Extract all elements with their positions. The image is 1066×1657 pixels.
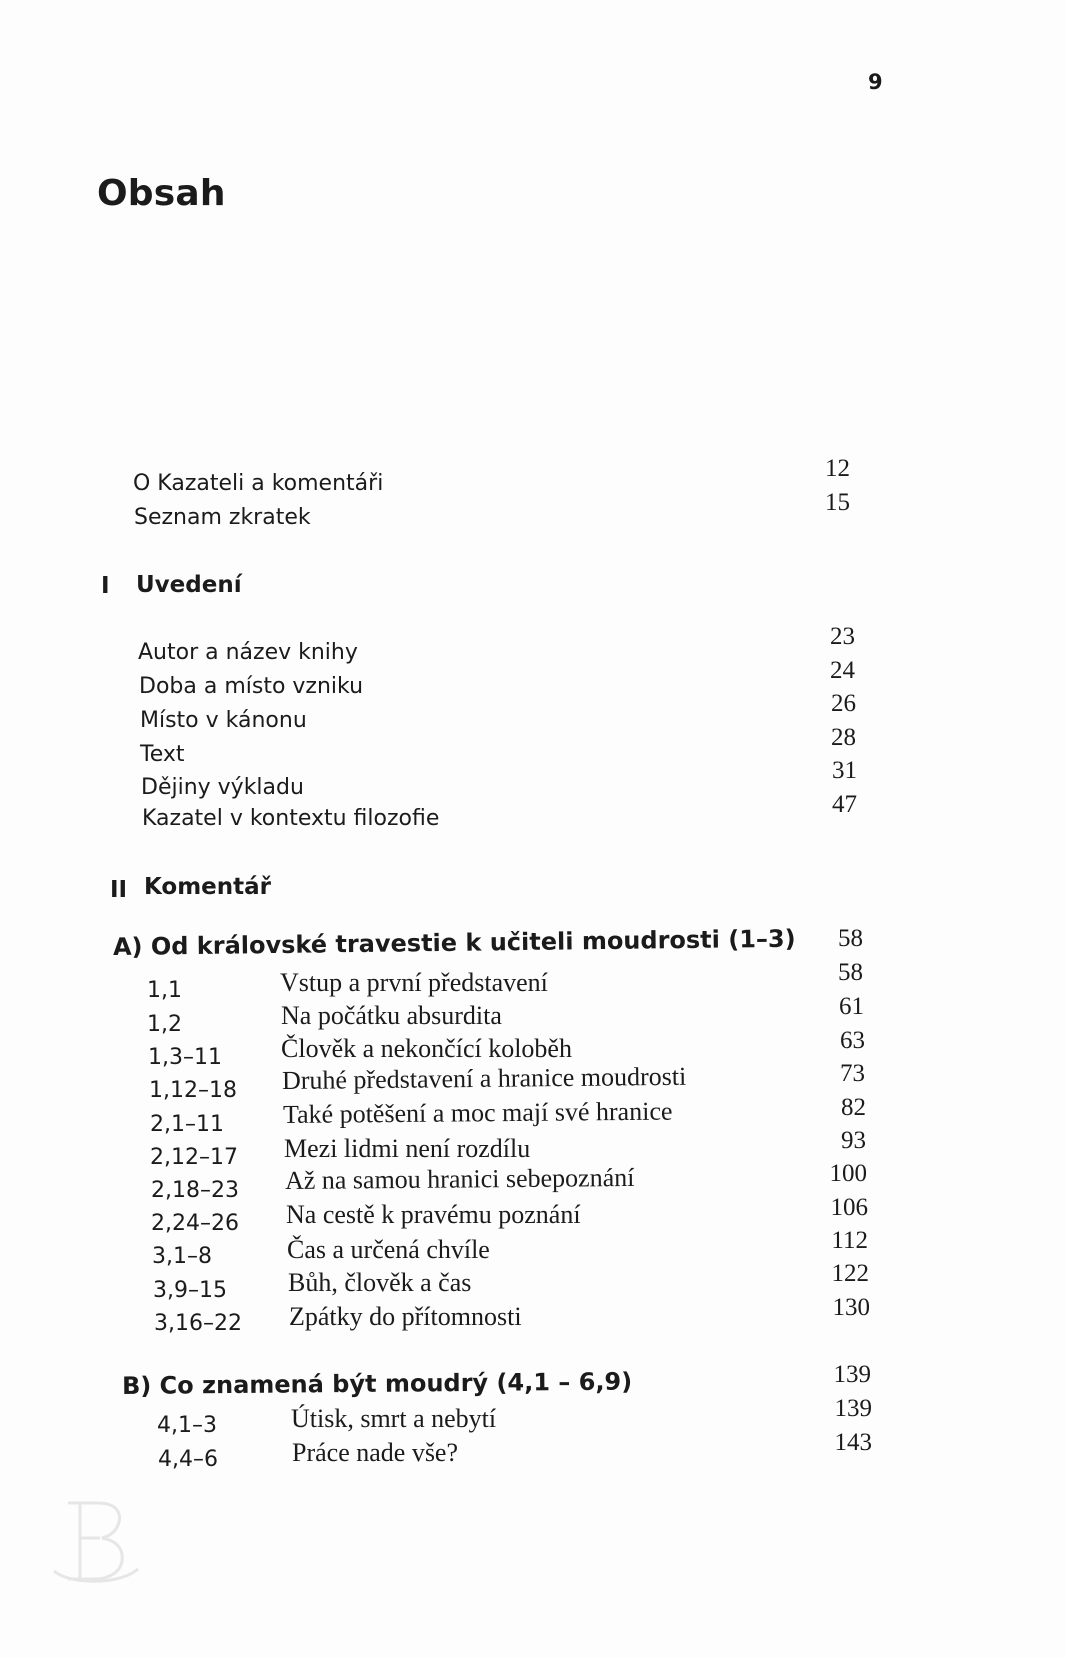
toc-page-part1-6: 47 bbox=[832, 791, 857, 818]
toc-title-b-1: Útisk, smrt a nebytí bbox=[291, 1404, 497, 1433]
part-1-title: Uvedení bbox=[136, 572, 242, 598]
toc-title-a-9: Čas a určená chvíle bbox=[287, 1235, 490, 1264]
toc-ref-b-2: 4,4–6 bbox=[158, 1447, 218, 1472]
toc-label-part1-4: Text bbox=[140, 742, 185, 767]
toc-ref-a-2: 1,2 bbox=[147, 1012, 182, 1037]
toc-page-a-4: 73 bbox=[840, 1060, 865, 1087]
page-title: Obsah bbox=[97, 173, 226, 214]
toc-title-a-8: Na cestě k pravému poznání bbox=[286, 1200, 581, 1229]
toc-page-a-8: 106 bbox=[830, 1194, 868, 1221]
section-b-page: 139 bbox=[833, 1361, 871, 1388]
section-a-title: A) Od královské travestie k učiteli moudrosti (1–3) bbox=[112, 924, 796, 961]
toc-page-part1-1: 23 bbox=[830, 623, 855, 650]
part-2-numeral: II bbox=[110, 877, 128, 903]
toc-label-part1-5: Dějiny výkladu bbox=[141, 775, 304, 800]
toc-page-a-9: 112 bbox=[831, 1227, 868, 1254]
toc-page-a-10: 122 bbox=[831, 1260, 869, 1287]
toc-ref-a-6: 2,12–17 bbox=[150, 1145, 238, 1170]
toc-page-a-7: 100 bbox=[829, 1160, 867, 1187]
toc-page-part1-2: 24 bbox=[830, 657, 855, 684]
toc-title-a-6: Mezi lidmi není rozdílu bbox=[284, 1134, 531, 1163]
toc-page-a-1: 58 bbox=[838, 959, 863, 986]
section-a-page: 58 bbox=[838, 925, 863, 952]
toc-ref-a-1: 1,1 bbox=[147, 978, 182, 1003]
part-1-numeral: I bbox=[101, 573, 110, 599]
toc-ref-a-5: 2,1–11 bbox=[150, 1112, 224, 1137]
toc-title-a-11: Zpátky do přítomnosti bbox=[289, 1302, 522, 1331]
page-number: 9 bbox=[868, 70, 883, 94]
toc-ref-a-7: 2,18–23 bbox=[151, 1178, 239, 1203]
toc-ref-a-4: 1,12–18 bbox=[149, 1078, 237, 1103]
toc-title-a-1: Vstup a první představení bbox=[280, 968, 548, 997]
toc-label-part1-2: Doba a místo vzniku bbox=[139, 674, 364, 699]
toc-ref-a-3: 1,3–11 bbox=[148, 1045, 222, 1070]
toc-page-part1-3: 26 bbox=[831, 690, 856, 717]
part-2-title: Komentář bbox=[144, 874, 272, 900]
toc-page-a-6: 93 bbox=[841, 1127, 866, 1154]
toc-page-a-3: 63 bbox=[840, 1027, 865, 1054]
toc-page-a-2: 61 bbox=[839, 993, 864, 1020]
toc-page-front-1: 12 bbox=[825, 455, 850, 482]
toc-label-part1-3: Místo v kánonu bbox=[140, 708, 307, 733]
toc-page-b-1: 139 bbox=[834, 1395, 872, 1422]
toc-label-front-2: Seznam zkratek bbox=[134, 505, 311, 530]
toc-ref-b-1: 4,1–3 bbox=[157, 1413, 217, 1438]
letter-b-logo-icon bbox=[50, 1495, 142, 1585]
toc-title-a-10: Bůh, člověk a čas bbox=[288, 1268, 472, 1297]
toc-title-a-7: Až na samou hranici sebepoznání bbox=[284, 1162, 635, 1195]
toc-title-b-2: Práce nade vše? bbox=[292, 1438, 459, 1467]
toc-page-a-5: 82 bbox=[841, 1094, 866, 1121]
section-b-title: B) Co znamená být moudrý (4,1 – 6,9) bbox=[121, 1367, 633, 1400]
toc-label-part1-1: Autor a název knihy bbox=[138, 640, 358, 665]
toc-ref-a-8: 2,24–26 bbox=[151, 1211, 239, 1236]
toc-page-part1-5: 31 bbox=[832, 757, 857, 784]
toc-title-a-5: Také potěšení a moc mají své hranice bbox=[282, 1096, 673, 1129]
toc-ref-a-9: 3,1–8 bbox=[152, 1244, 212, 1269]
toc-page-front-2: 15 bbox=[825, 489, 850, 516]
toc-title-a-2: Na počátku absurdita bbox=[281, 1001, 502, 1030]
toc-label-front-1: O Kazateli a komentáři bbox=[133, 471, 384, 496]
toc-page-a-11: 130 bbox=[832, 1294, 870, 1321]
toc-title-a-3: Člověk a nekončící koloběh bbox=[281, 1034, 572, 1063]
toc-ref-a-11: 3,16–22 bbox=[154, 1311, 242, 1336]
toc-label-part1-6: Kazatel v kontextu filozofie bbox=[142, 806, 440, 831]
toc-title-a-4: Druhé představení a hranice moudrosti bbox=[281, 1061, 687, 1095]
toc-page-part1-4: 28 bbox=[831, 724, 856, 751]
toc-ref-a-10: 3,9–15 bbox=[153, 1278, 227, 1303]
toc-page-b-2: 143 bbox=[834, 1429, 872, 1456]
